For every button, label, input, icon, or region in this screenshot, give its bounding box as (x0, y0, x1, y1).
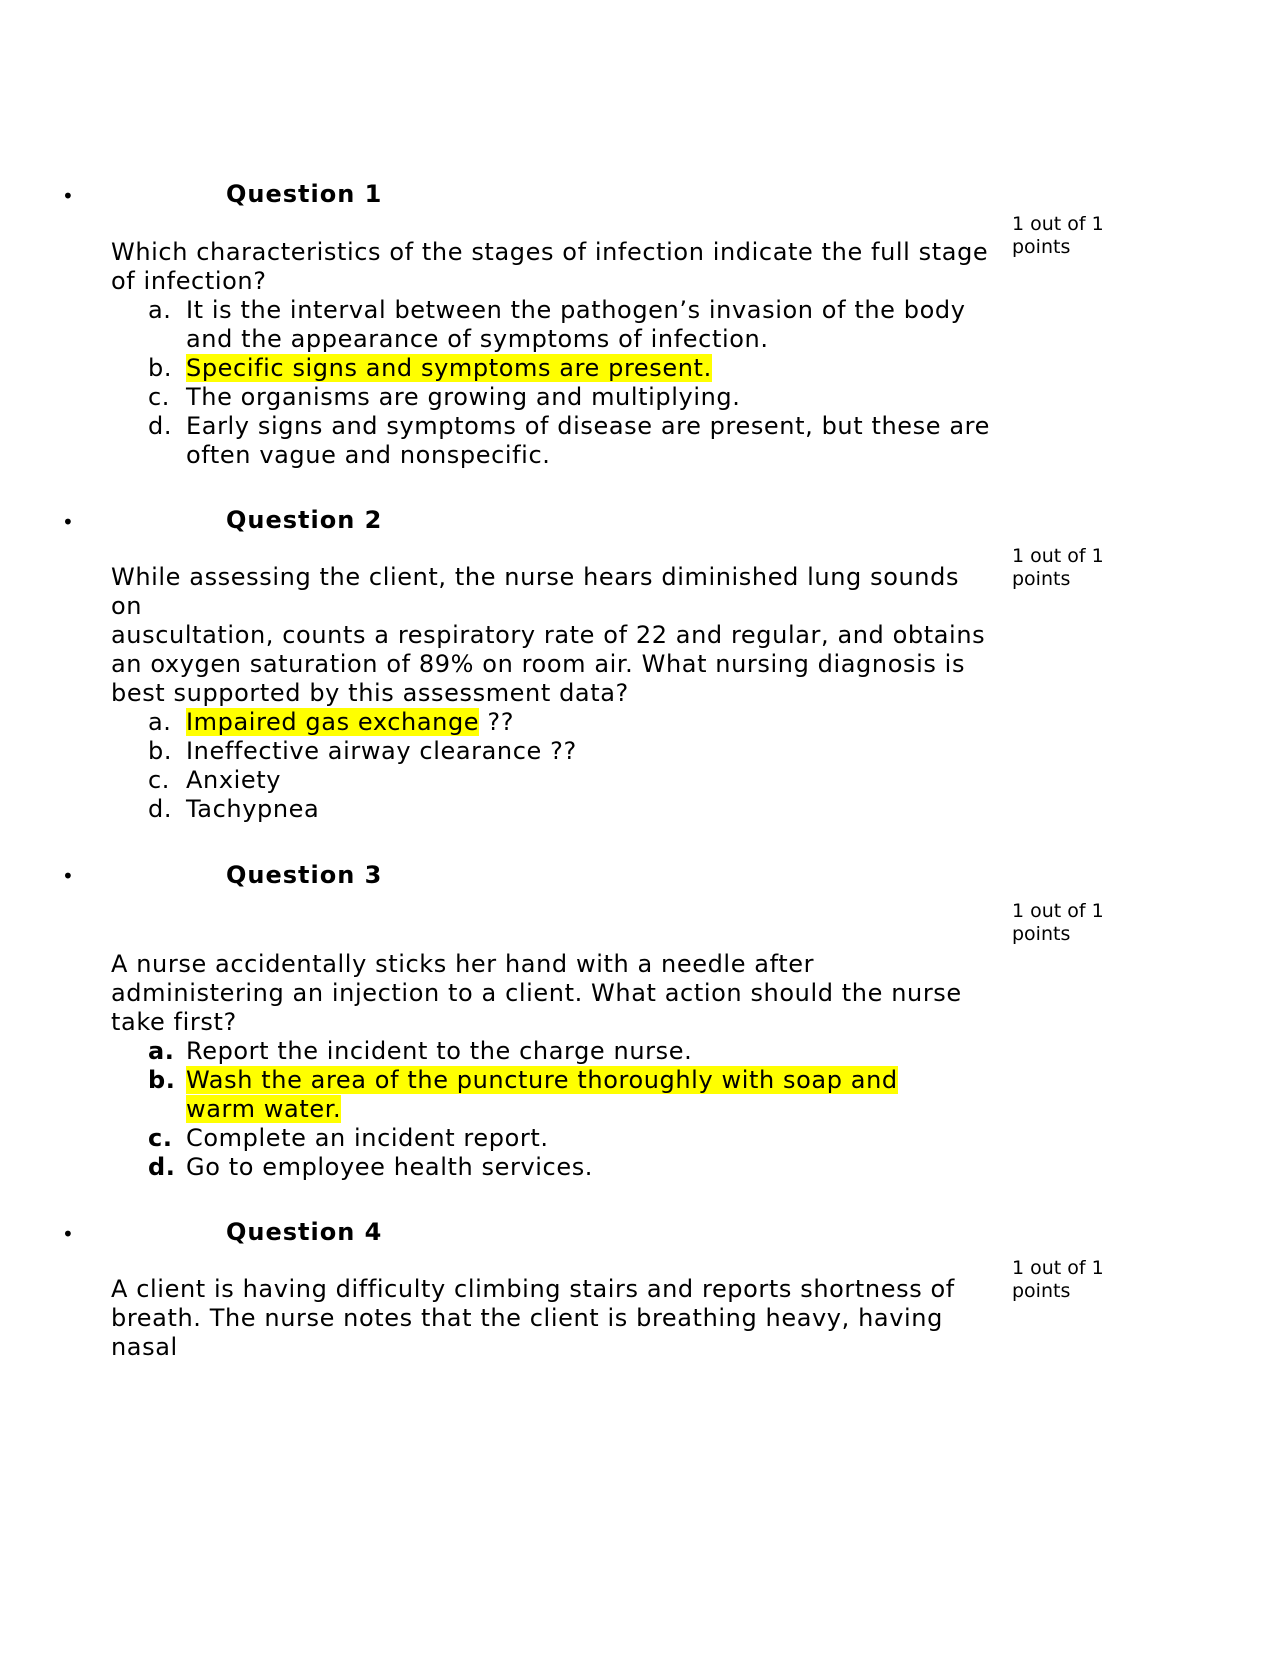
option-text: Go to employee health services. (186, 1153, 594, 1181)
question-title: Question 4 (226, 1218, 383, 1246)
question-body (111, 950, 991, 1182)
question-body (111, 563, 1016, 824)
option-text: Anxiety (186, 766, 282, 794)
option-text: Early signs and symptoms of disease are present, but these are often vague and nonspecific. (186, 412, 990, 469)
option-text: Report the incident to the charge nurse. (186, 1037, 693, 1065)
stem-line: A nurse accidentally sticks her hand with a needle after administering an injection to a client. What action should the nurse take first? (111, 950, 962, 1036)
option-text: Ineffective airway clearance ?? (186, 737, 577, 765)
answer-option[interactable] (111, 1153, 941, 1182)
answer-option-selected[interactable] (111, 1066, 941, 1124)
stem-line: A client is having difficulty climbing stairs and reports shortness of breath. The nurse notes that the client is breathing heavy, having nasal (111, 1275, 955, 1361)
option-suffix: ?? (479, 708, 515, 736)
question-stem (111, 563, 1016, 708)
list-bullet: • (62, 864, 74, 888)
answer-options (111, 708, 1016, 824)
option-letter: a. (148, 708, 172, 736)
question-title: Question 3 (226, 861, 383, 889)
question-score: 1 out of 1 points (1012, 1257, 1104, 1302)
stem-line: While assessing the client, the nurse hears diminished lung sounds on (111, 563, 960, 620)
option-letter: a. (148, 296, 172, 324)
answer-option-selected[interactable] (111, 354, 1016, 383)
option-letter: b. (148, 354, 173, 382)
stem-line: auscultation, counts a respiratory rate of 22 and regular, and obtains an oxygen saturation of 89% on room air. What nursing diagnosis is best supported by this assessment data? (111, 621, 986, 707)
answer-option[interactable] (111, 383, 1016, 412)
question-stem (111, 1275, 1006, 1362)
answer-option[interactable] (111, 766, 1016, 795)
option-letter: d. (148, 795, 173, 823)
option-text: Complete an incident report. (186, 1124, 549, 1152)
option-text: It is the interval between the pathogen’s invasion of the body and the appearance of symptoms of infection. (186, 296, 966, 353)
list-bullet: • (62, 510, 74, 534)
question-stem (111, 238, 1016, 296)
answer-options (111, 296, 1016, 470)
answer-option[interactable] (111, 737, 1016, 766)
list-bullet: • (62, 1222, 74, 1246)
option-letter: d. (148, 412, 173, 440)
stem-line: Which characteristics of the stages of infection indicate the full stage of infection? (111, 238, 989, 295)
answer-option[interactable] (111, 296, 1016, 354)
question-title: Question 2 (226, 506, 383, 534)
question-body (111, 1275, 1006, 1362)
option-text: Specific signs and symptoms are present. (186, 354, 712, 382)
question-body (111, 238, 1016, 470)
option-letter: b. (148, 737, 173, 765)
option-text: Wash the area of the puncture thoroughly with soap and warm water. (186, 1066, 898, 1123)
answer-option[interactable] (111, 1124, 941, 1153)
question-score: 1 out of 1 points (1012, 545, 1104, 590)
option-letter: d. (148, 1153, 176, 1181)
answer-option-selected[interactable] (111, 708, 1016, 737)
answer-option[interactable] (111, 1037, 941, 1066)
option-text: Impaired gas exchange (186, 708, 480, 736)
option-text: Tachypnea (186, 795, 320, 823)
option-letter: c. (148, 1124, 173, 1152)
question-score: 1 out of 1 points (1012, 213, 1104, 258)
list-bullet: • (62, 184, 74, 208)
option-text: The organisms are growing and multiplying. (186, 383, 741, 411)
option-letter: a. (148, 1037, 175, 1065)
question-title: Question 1 (226, 180, 383, 208)
question-stem (111, 950, 991, 1037)
option-letter: b. (148, 1066, 176, 1094)
option-letter: c. (148, 766, 171, 794)
answer-option[interactable] (111, 412, 1016, 470)
answer-options (111, 1037, 941, 1182)
question-score: 1 out of 1 points (1012, 900, 1104, 945)
answer-option[interactable] (111, 795, 1016, 824)
option-letter: c. (148, 383, 171, 411)
